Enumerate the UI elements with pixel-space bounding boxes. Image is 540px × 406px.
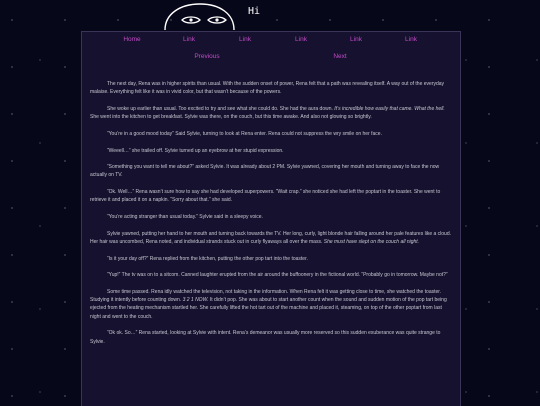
story-text-run: “Something you want to tell me about?” asked Sylvie. It was already about 2 PM. Sylvie yawned, covering her mouth and turning away to face the now actually on TV.: [90, 164, 440, 179]
story-text-run: “Ok. Well…” Rena wasn’t sure how to say she had developed superpowers. “Wait crap.” she noticed she had left the poptart in the toaster. She went to retrieve it and placed it on a napkin. “Sorry about that.” she said.: [90, 189, 441, 204]
story-paragraph: [90, 213, 454, 221]
story-emphasis: It’s incredible how easily that came. What the hell.: [334, 105, 445, 112]
story-paragraph: [90, 271, 454, 279]
page-frame: [81, 31, 461, 406]
story-paragraph: [90, 163, 454, 179]
next-link[interactable]: Next: [333, 53, 347, 60]
story-paragraph: [90, 130, 454, 138]
top-nav: [82, 36, 460, 48]
story-text-run: She woke up earlier than usual. Too excited to try and see what she could do. She had the aura down.: [107, 105, 335, 112]
doodle-face-outline: [165, 4, 234, 30]
nav-link-4[interactable]: Link: [350, 36, 362, 43]
nav-link-1[interactable]: Link: [183, 36, 195, 43]
previous-link[interactable]: Previous: [194, 53, 220, 60]
story-text-run: “Yup!” The tv was on to a sitcom. Canned laughter erupted from the air around the buffoonery in the fictional world. “Probably go in tomorrow. Maybe not?”: [107, 272, 448, 279]
story-text-run: “Weeell…” she trailed off. Sylvie turned up an eyebrow at her stupid expression.: [107, 147, 284, 154]
story-paragraph: [90, 80, 454, 96]
story-text: [90, 80, 454, 354]
story-paragraph: [90, 105, 454, 121]
story-text-run: “Is it your day off?” Rena replied from the kitchen, putting the other pop tart into the toaster.: [107, 255, 308, 262]
story-text-run: “You’re in a good mood today” Said Sylvie, turning to look at Rena enter. Rena could not suppress the wry smile on her face.: [107, 130, 382, 137]
nav-home-link[interactable]: Home: [123, 36, 141, 43]
story-emphasis: She must have slept on the couch all night.: [323, 238, 420, 245]
doodle-left-pupil: [189, 18, 192, 21]
story-text-run: “You’re acting stranger than usual today.” Sylvie said in a sleepy voice.: [107, 214, 263, 221]
story-text-run: Some time passed. Rena idly watched the television, not taking in the information. When Rena felt it was getting close to time, she watched the toaster. Studying it intently before counting down.: [90, 289, 442, 304]
story-paragraph: [90, 230, 454, 246]
pager-nav: [82, 53, 460, 65]
story-text-run: “Ok ok. So…” Rena started, looking at Sylvie with intent. Rena’s demeanor was usually more reserved so this sudden exuberance was quite strange to Sylvie.: [90, 330, 441, 345]
story-paragraph: [90, 329, 454, 345]
header-doodle: [0, 0, 540, 32]
nav-link-2[interactable]: Link: [239, 36, 251, 43]
story-text-run: Sylvie yawned, putting her hand to her mouth and turning back towards the TV. Her long, curly, light blonde hair falling around her pale features like a cloud. Her hair was uncombed, Rena noted, and individual strands stuck out in curly flyaways all over the mass.: [90, 230, 452, 245]
nav-link-3[interactable]: Link: [295, 36, 307, 43]
story-paragraph: [90, 188, 454, 204]
doodle-right-pupil: [215, 18, 218, 21]
story-text-run: The next day, Rena was in higher spirits than usual. With the sudden onset of power, Rena felt that a path was revealing itself. A way out of the everyday malaise. Everything felt like it was in vivid color, but that wasn’t because of the powers.: [90, 81, 445, 96]
story-paragraph: [90, 288, 454, 321]
nav-link-5[interactable]: Link: [405, 36, 417, 43]
story-paragraph: [90, 255, 454, 263]
story-paragraph: [90, 147, 454, 155]
story-text-run: She went into the kitchen to get breakfast. Sylvie was there, on the couch, but this time awake. And also not glowing so brightly.: [90, 114, 372, 121]
story-text-run: It didn’t pop. She was about to start another count when the sound and sudden motion of the pop tart being ejected from the heating mechanism startled her. She carefully lifted the hot tart out of the machine and placed it, steaming, on top of the other poptart from last night and went to the couch.: [90, 297, 447, 320]
doodle-greeting-text: Hi: [248, 6, 261, 17]
story-emphasis: 3 2 1 NOW.: [182, 297, 209, 304]
